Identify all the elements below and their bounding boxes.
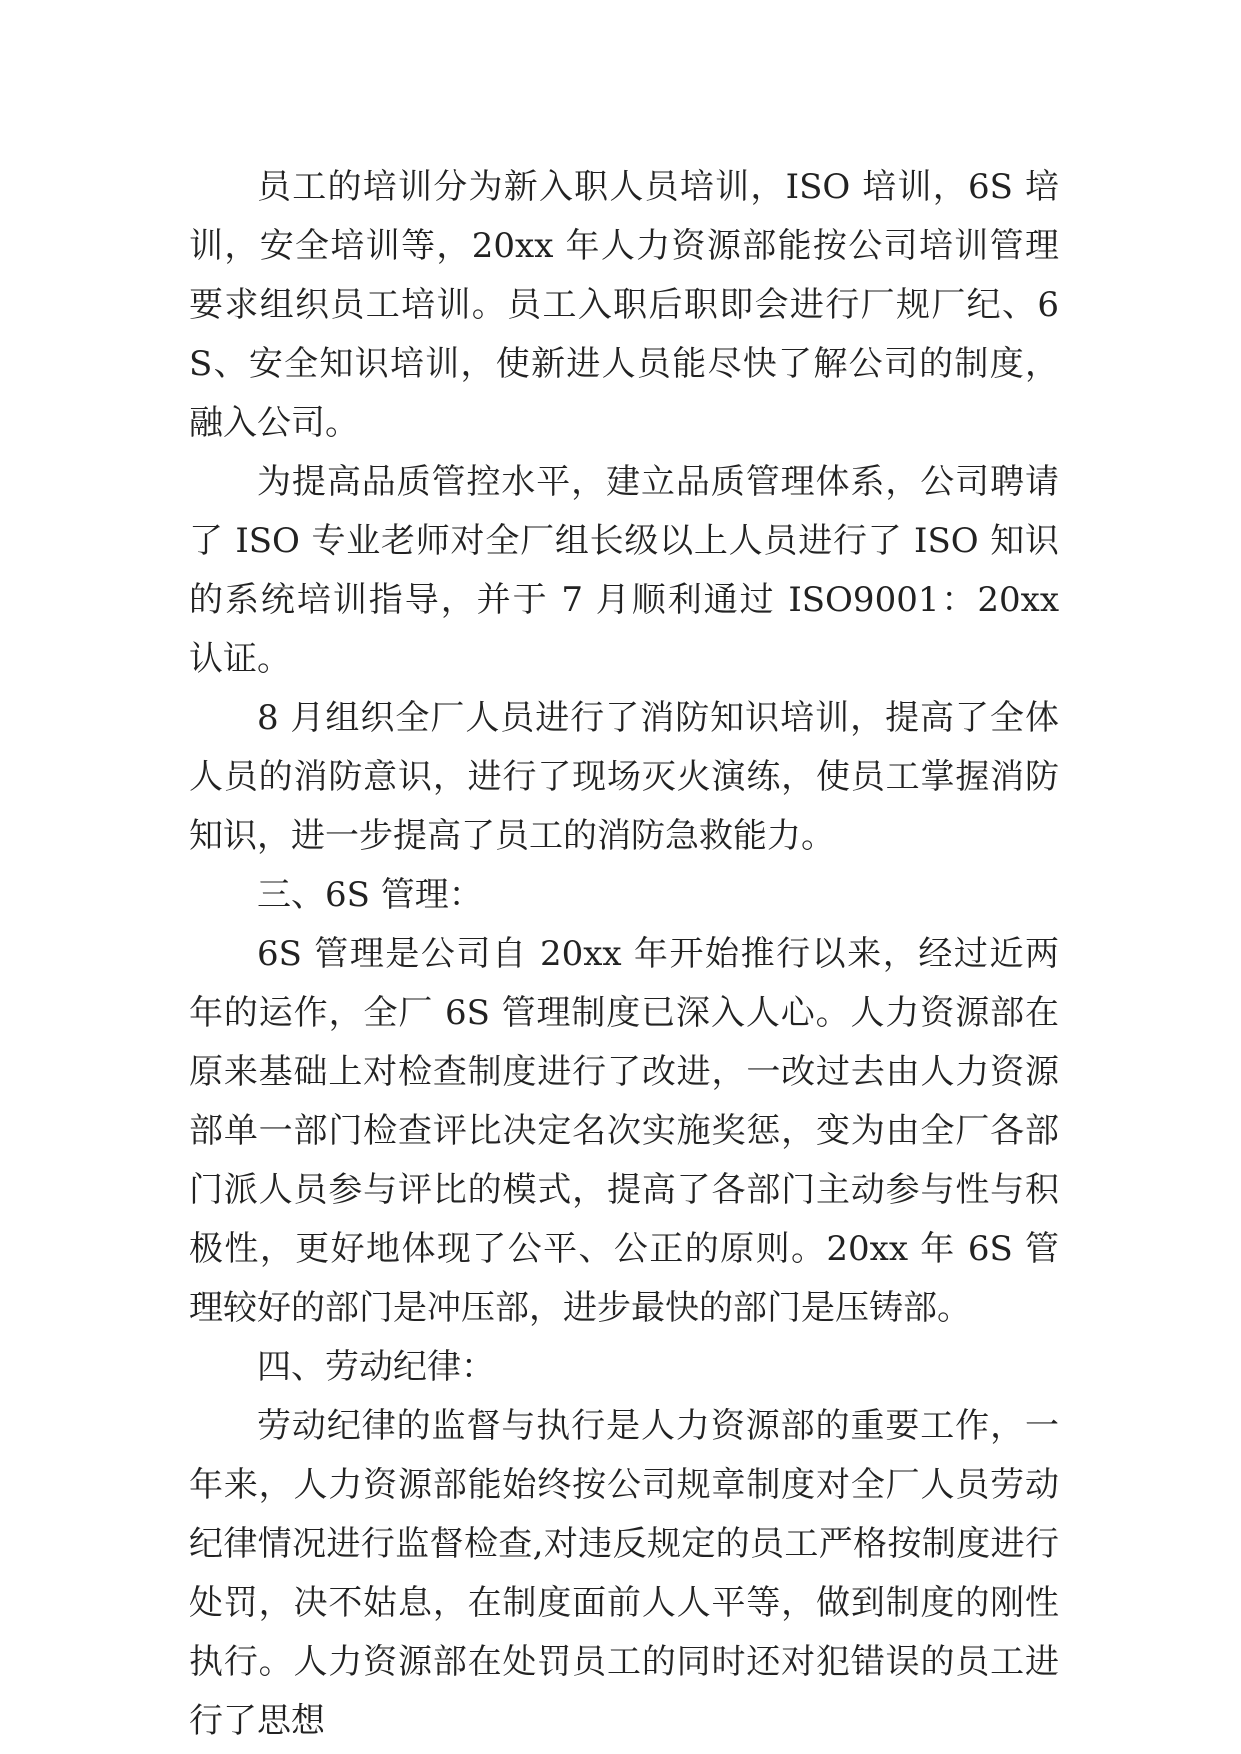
- paragraph-iso-quality: 为提高品质管控水平，建立品质管理体系，公司聘请了 ISO 专业老师对全厂组长级以上人员进行了 ISO 知识的系统培训指导，并于 7 月顺利通过 ISO9001：20xx 认证。: [189, 462, 1059, 679]
- paragraph-training: 员工的培训分为新入职人员培训，ISO 培训，6S 培训，安全培训等，20xx 年人力资源部能按公司培训管理要求组织员工培训。员工入职后职即会进行厂规厂纪、6S、安全知识培训，使新进人员能尽快了解公司的制度，融入公司。: [189, 167, 1059, 443]
- paragraph-6s-management: 6S 管理是公司自 20xx 年开始推行以来，经过近两年的运作，全厂 6S 管理制度已深入人心。人力资源部在原来基础上对检查制度进行了改进，一改过去由人力资源部单一部门检查评比决定名次实施奖惩，变为由全厂各部门派人员参与评比的模式，提高了各部门主动参与性与积极性，更好地体现了公平、公正的原则。20xx 年 6S 管理较好的部门是冲压部，进步最快的部门是压铸部。: [189, 934, 1059, 1328]
- section-heading-6s: 三、6S 管理：: [257, 875, 483, 915]
- paragraph-fire-safety: 8 月组织全厂人员进行了消防知识培训，提高了全体人员的消防意识，进行了现场灭火演练，使员工掌握消防知识，进一步提高了员工的消防急救能力。: [189, 698, 1059, 856]
- paragraph-labor-discipline: 劳动纪律的监督与执行是人力资源部的重要工作，一年来，人力资源部能始终按公司规章制度对全厂人员劳动纪律情况进行监督检查,对违反规定的员工严格按制度进行处罚，决不姑息，在制度面前人人平等，做到制度的刚性执行。人力资源部在处罚员工的同时还对犯错误的员工进行了思想: [189, 1406, 1059, 1741]
- document-body: [189, 158, 1059, 1751]
- section-heading-labor-discipline: 四、劳动纪律：: [257, 1347, 495, 1387]
